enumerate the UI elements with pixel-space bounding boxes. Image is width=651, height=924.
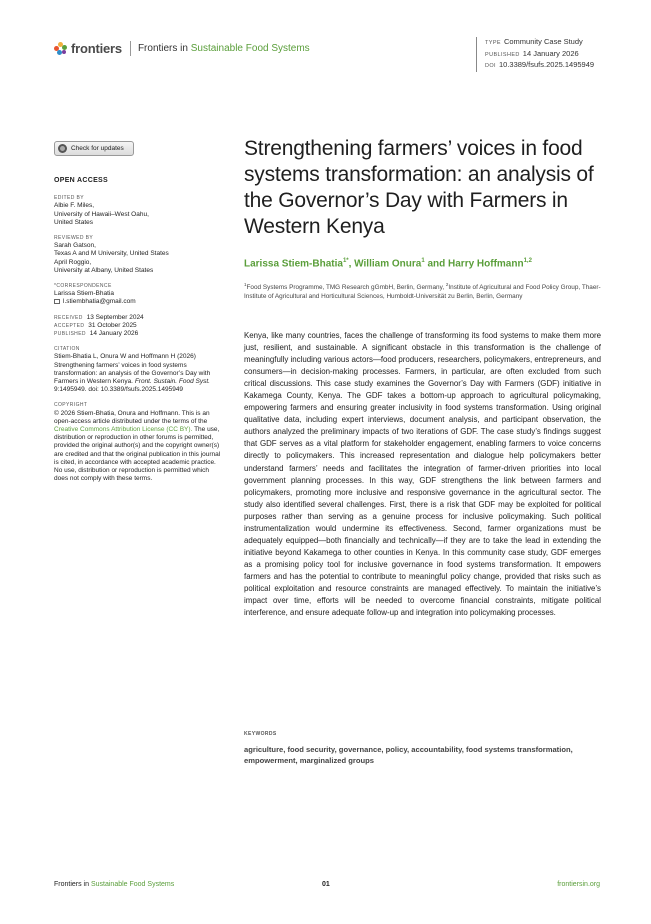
abstract: Kenya, like many countries, faces the challenge of transforming its food systems to make them more just, resilient, and sustainable. A significant obstacle in this transformation is the challenge of meaningfully including various actors—food producers, researchers, policymakers, entrepreneurs, and consumers—in decision-making processes. Farmers, in particular, are often excluded from such critical discussions. This case study examines the Governor’s Day with Farmers (GDF) initiative in Kakamega County, Kenya. The GDF takes a bottom-up approach to agricultural policymaking, empowering farmers and ensuring greater inclusivity in food systems transformation. Using original qualitative data, including expert interviews, document analysis, and participant observation, the authors analyzed the preliminary impacts of two iterations of GDF. The case study’s findings suggest that GDF serves as a vital platform for stakeholder engagement, enabling farmers to voice concerns directly to policymakers. This increased representation and dialogue help policymakers better understand farmers’ needs and facilitates the integration of farmer-driven priorities into local government planning processes. In this way, GDF strengthens the link between farmers and policymakers, promoting more inclusive and responsive governance in the agricultural sector. The study also identified several challenges. First, there is a risk that GDF may be exploited for political purposes rather than serving as a genuine process for inclusive policymaking. Such political instrumentalization would undermine its effectiveness. Second, farmer organizations must be adequately equipped—both financially and technically—if they are to take the lead in extending the initiative beyond Kakamega to other counties in Kenya. In this community case study, GDF emerges as a promising policy tool for inclusive governance in food systems transformation. It empowers farmers and has the potential to contribute to meaningful policy change, provided that risks such as political exploitation and resource constraints are managed effectively. To maintain the initiative’s impact over time, efforts will be needed to overcome financial constraints, mitigate political interference, and ensure adequate follow-up and integration into policymaking processes. xyxy=(244,331,602,618)
footer-site-link[interactable]: frontiersin.org xyxy=(557,881,600,888)
accepted-label: ACCEPTED xyxy=(54,322,85,329)
published-row xyxy=(54,330,224,338)
author-name[interactable]: Harry Hoffmann xyxy=(448,258,524,270)
frontiers-logo[interactable] xyxy=(54,41,310,56)
published-date: 14 January 2026 xyxy=(89,330,139,338)
author-separator: , xyxy=(348,258,355,270)
footer-journal-accent: Sustainable Food Systems xyxy=(90,881,175,888)
citation-label: CITATION xyxy=(54,346,80,353)
reviewer-line: April Roggio, xyxy=(54,258,92,266)
affiliation-sup: 1 xyxy=(244,282,247,287)
citation-block xyxy=(54,345,224,394)
meta-published-value: 14 January 2026 xyxy=(522,48,579,58)
meta-doi-label: DOI xyxy=(485,63,496,69)
reviewer-line: Texas A and M University, United States xyxy=(54,250,169,258)
affiliation-1: Food Systems Programme, TMG Research gGmbH, Berlin, Germany, xyxy=(246,284,445,292)
author-sup: 1,2 xyxy=(523,258,532,264)
reviewer-line: Sarah Gatson, xyxy=(54,242,96,250)
keywords-label: KEYWORDS xyxy=(244,731,277,737)
envelope-icon xyxy=(54,299,60,304)
edited-by-block xyxy=(54,194,224,227)
affiliation-sup: 2 xyxy=(445,282,449,287)
correspondence-name: Larissa Stiem-Bhatia xyxy=(54,290,114,298)
footer-journal[interactable] xyxy=(54,881,174,888)
article-meta xyxy=(476,37,594,72)
journal-name[interactable] xyxy=(138,43,310,54)
journal-accent: Sustainable Food Systems xyxy=(190,43,310,54)
page-number: 01 xyxy=(322,881,330,888)
received-label: RECEIVED xyxy=(54,314,83,321)
check-for-updates-button[interactable] xyxy=(54,141,134,156)
edited-by-label: EDITED BY xyxy=(54,195,84,202)
correspondence-block xyxy=(54,282,224,307)
citation-body: Stiem-Bhatia L, Onura W and Hoffmann H (2026) Strengthening farmers’ voices in food systems transformation: an analysis of the Governor’s Day with Farmers in Western Kenya. xyxy=(54,353,211,386)
accepted-row xyxy=(54,322,224,330)
author-sup: 1* xyxy=(342,258,349,264)
meta-doi-value[interactable]: 10.3389/fsufs.2025.1495949 xyxy=(498,60,595,69)
meta-published-label: PUBLISHED xyxy=(485,51,520,58)
published-label: PUBLISHED xyxy=(54,331,86,338)
editor-line: United States xyxy=(54,218,94,226)
correspondence-email-row[interactable] xyxy=(54,298,224,306)
received-date: 13 September 2024 xyxy=(86,313,144,321)
author-list xyxy=(244,258,604,269)
brand-name: frontiers xyxy=(71,41,122,56)
sidebar xyxy=(54,177,224,491)
footer-journal-prefix: Frontiers in xyxy=(54,881,90,888)
citation-journal: Front. Sustain. Food Syst. xyxy=(134,378,210,386)
update-icon xyxy=(58,144,67,153)
author-name[interactable]: William Onura xyxy=(354,258,422,270)
keywords: agriculture, food security, governance, policy, accountability, food systems transformation, empowerment, marginalized groups xyxy=(244,745,573,766)
check-for-updates-label: Check for updates xyxy=(71,145,124,152)
meta-type-label: TYPE xyxy=(485,40,501,46)
open-access-label: OPEN ACCESS xyxy=(54,177,108,184)
editor-line: University of Hawaii–West Oahu, xyxy=(54,210,149,218)
affiliation-2: Institute of Agricultural and Food Policy Group, Thaer-Institute of Agricultural and Horticultural Sciences, Humboldt-Universität zu Berlin, Berlin, Germany xyxy=(244,284,601,300)
copyright-block xyxy=(54,401,224,483)
accepted-date: 31 October 2025 xyxy=(88,321,137,329)
article-title: Strengthening farmers’ voices in food systems transformation: an analysis of the Governor’s Day with Farmers in Western Kenya xyxy=(244,137,594,238)
meta-type-value: Community Case Study xyxy=(503,37,583,46)
journal-prefix: Frontiers in xyxy=(137,43,188,54)
header-divider xyxy=(130,41,131,56)
cc-by-link[interactable]: Creative Commons Attribution License (CC BY). xyxy=(54,426,193,434)
citation-doi[interactable]: doi: 10.3389/fsufs.2025.1495949 xyxy=(88,386,184,394)
reviewed-by-block xyxy=(54,234,224,275)
author-name[interactable]: Larissa Stiem-Bhatia xyxy=(244,258,343,270)
citation-volume: 9:1495949. xyxy=(54,386,87,394)
author-sup: 1 xyxy=(421,258,425,264)
reviewer-line: University at Albany, United States xyxy=(54,266,154,274)
reviewed-by-label: REVIEWED BY xyxy=(54,235,94,242)
copyright-text xyxy=(54,410,224,484)
meta-doi xyxy=(485,60,594,72)
meta-published xyxy=(485,49,594,61)
author-separator: and xyxy=(424,258,449,270)
affiliations xyxy=(244,281,604,301)
dates-block xyxy=(54,314,224,339)
frontiers-logo-icon xyxy=(54,42,68,56)
correspondence-label: *CORRESPONDENCE xyxy=(54,283,112,290)
copyright-body-a: © 2026 Stiem-Bhatia, Onura and Hoffmann. This is an open-access article distributed under the terms of the xyxy=(54,409,210,425)
received-row xyxy=(54,314,224,322)
correspondence-email[interactable]: l.stiembhatia@gmail.com xyxy=(63,298,136,306)
copyright-label: COPYRIGHT xyxy=(54,402,88,409)
meta-type xyxy=(485,37,594,49)
editor-line: Albie F. Miles, xyxy=(54,202,95,210)
copyright-body-b: The use, distribution or reproduction in other forums is permitted, provided the original author(s) and the copyright owner(s) are credited and that the original publication in this journal is cited, in accordance with accepted academic practice. No use, distribution or reproduction is permitted which does not comply with these terms. xyxy=(54,426,221,483)
citation-text xyxy=(54,353,224,394)
